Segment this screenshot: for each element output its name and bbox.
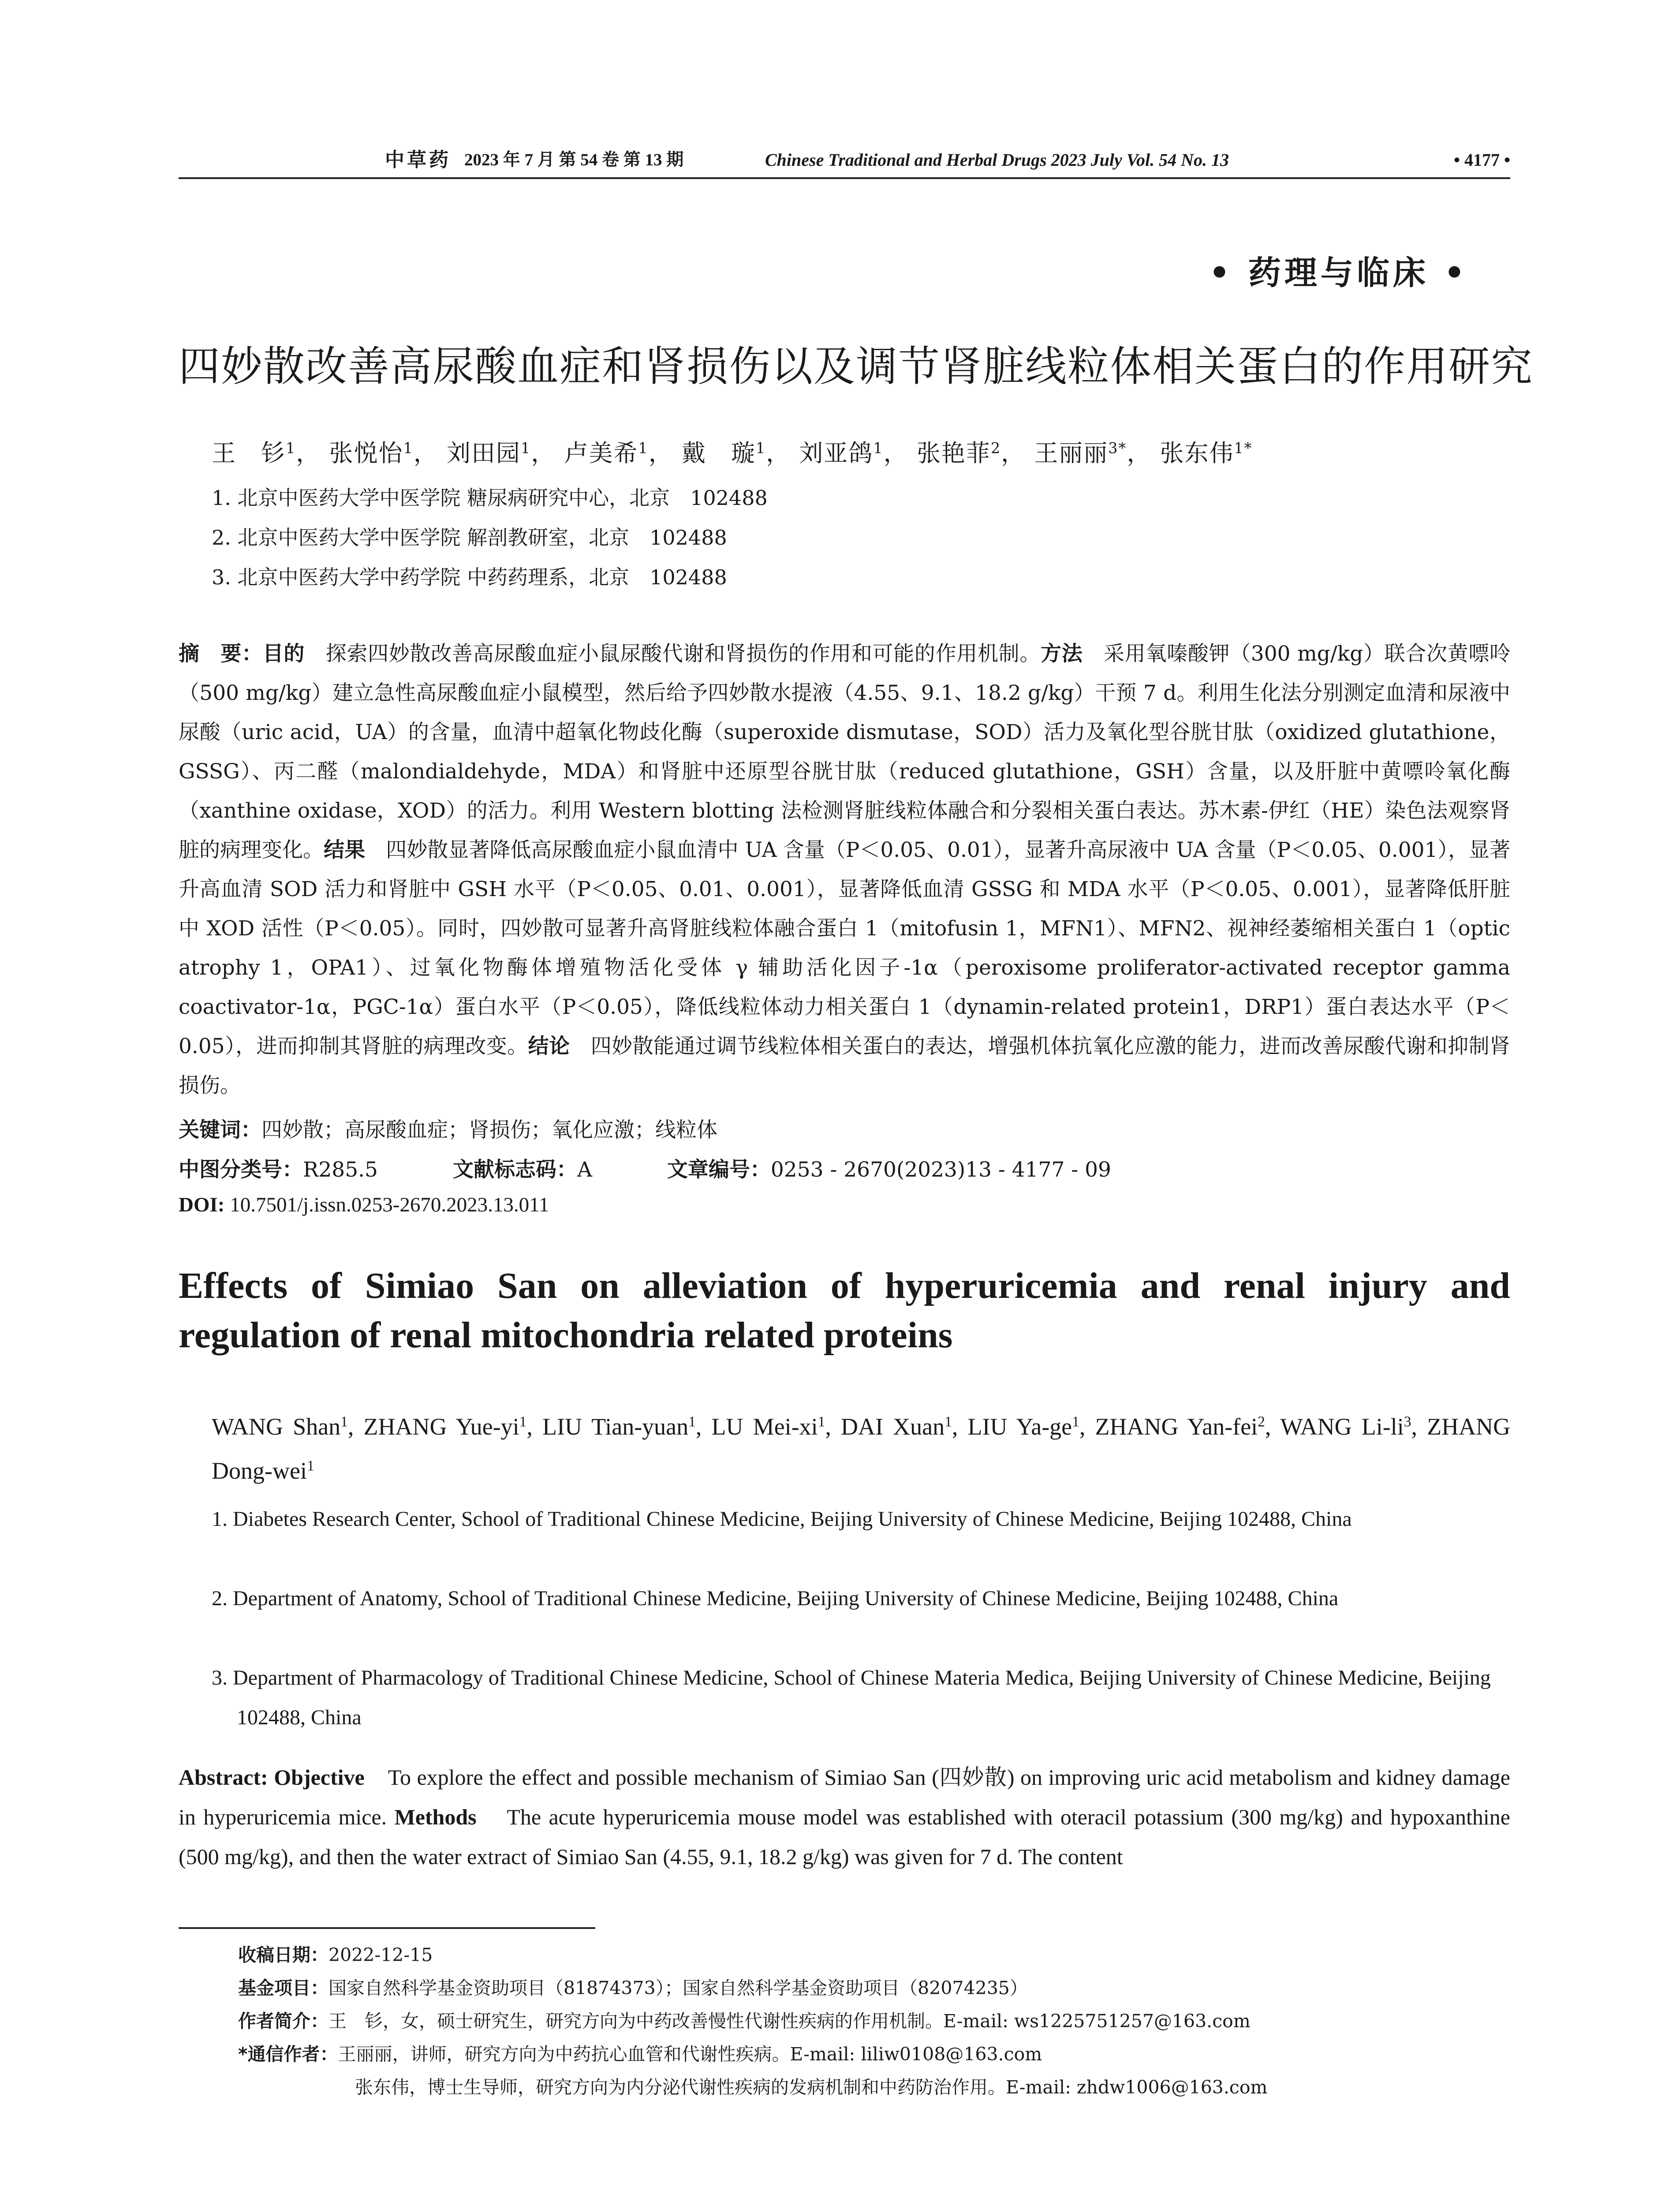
author: 王 钐 xyxy=(212,439,286,467)
corr-text-1: 王丽丽，讲师，研究方向为中药抗心血管和代谢性疾病。E-mail: liliw0108@163.com xyxy=(338,2044,1042,2065)
fund-text: 国家自然科学基金资助项目（81874373）；国家自然科学基金资助项目（82074235） xyxy=(329,1977,1028,1999)
author: 张艳菲 xyxy=(916,439,991,467)
author: 刘田园 xyxy=(446,439,521,467)
conclusion-label: 结论 xyxy=(528,1034,570,1058)
methods-en-label: Methods xyxy=(394,1805,477,1829)
footnote-corresponding xyxy=(238,2040,1042,2066)
keywords-label: 关键词： xyxy=(179,1118,261,1142)
objective-label: 目的 xyxy=(262,642,305,666)
abstract-en-label: Abstract: xyxy=(179,1765,268,1790)
author-sup: 3* xyxy=(1108,439,1127,457)
author: 刘亚鸽 xyxy=(799,439,874,467)
author-en-sup: 1 xyxy=(519,1413,527,1430)
author-en: LIU Ya-ge xyxy=(967,1413,1072,1440)
clc-value: R285.5 xyxy=(303,1158,378,1182)
author-en-sup: 1 xyxy=(818,1413,825,1430)
received-date: 2022-12-15 xyxy=(329,1944,433,1966)
footnote-bio xyxy=(238,2007,1251,2033)
author-en: LU Mei-xi xyxy=(711,1413,818,1440)
author-sup: 1 xyxy=(755,439,766,457)
page-number: • 4177 • xyxy=(1453,150,1510,170)
footnote-fund xyxy=(238,1973,1028,1999)
abstract-label: 摘 要： xyxy=(179,642,263,666)
objective-en-label: Objective xyxy=(274,1765,365,1790)
keywords xyxy=(179,1114,717,1143)
doi-label: DOI: xyxy=(179,1193,225,1216)
author-sup: 1* xyxy=(1234,439,1253,457)
affiliation-cn-2: 2. 北京中医药大学中医学院 解剖教研室，北京 102488 xyxy=(212,526,727,549)
title-en-line-2: regulation of renal mitochondria related proteins xyxy=(179,1315,953,1356)
affiliation-en-2: 2. Department of Anatomy, School of Traditional Chinese Medicine, Beijing University of Chinese Medicine, Beijing 102488, China xyxy=(212,1587,1339,1610)
footnote-received xyxy=(238,1940,433,1966)
author: 张悦怡 xyxy=(329,439,403,467)
corr-label: *通信作者： xyxy=(238,2044,338,2065)
author-sup: 1 xyxy=(403,439,414,457)
objective-en-text: To explore the effect and possible mechanism of Simiao San (四妙散) on improving uric acid metabolism and kidney damage in hyperuricemia mice. xyxy=(179,1765,1511,1829)
section-heading: • 药理与临床 • xyxy=(1209,254,1468,292)
author-en: ZHANG Yue-yi xyxy=(363,1413,519,1440)
title-en xyxy=(179,1261,1510,1360)
header-rule xyxy=(179,177,1510,179)
doi-value: 10.7501/j.issn.0253-2670.2023.13.011 xyxy=(230,1193,549,1216)
doc-code-value: A xyxy=(577,1158,592,1182)
title-en-line-1: Effects of Simiao San on alleviation of hyperuricemia and renal injury and xyxy=(179,1265,1510,1306)
author-en-sup: 3 xyxy=(1404,1413,1411,1430)
affiliation-en-1: 1. Diabetes Research Center, School of Traditional Chinese Medicine, Beijing University of Chinese Medicine, Beijing 102488, China xyxy=(212,1507,1352,1531)
author: 戴 璇 xyxy=(681,439,756,467)
bio-text: 王 钐，女，硕士研究生，研究方向为中药改善慢性代谢性疾病的作用机制。E-mail: ws1225751257@163.com xyxy=(329,2011,1251,2032)
doc-code-label: 文献标志码： xyxy=(452,1158,577,1182)
author-en: DAI Xuan xyxy=(841,1413,945,1440)
author-en: ZHANG Yan-fei xyxy=(1095,1413,1258,1440)
author-en-sup: 1 xyxy=(306,1458,314,1474)
author-en-sup: 2 xyxy=(1258,1413,1265,1430)
keywords-text: 四妙散；高尿酸血症；肾损伤；氧化应激；线粒体 xyxy=(261,1118,717,1142)
article-no-value: 0253 - 2670(2023)13 - 4177 - 09 xyxy=(770,1158,1111,1182)
fund-label: 基金项目： xyxy=(238,1977,329,1999)
classification xyxy=(179,1153,1111,1183)
author: 张东伟 xyxy=(1160,439,1234,467)
author-en-sup: 1 xyxy=(688,1413,696,1430)
authors-en: WANG Shan$^1$, ZHANG Yue-$yi^1$, LIU Tian-yuan$^1$, LU Mei-$xi^1$, DAI Xuan$^1$, LIU $Ya-ge^1$, ZHANG Yan-fei$^2$, WANG $Li-li^3$, ZHANG Dong-wei$^1$ xyxy=(212,1413,1511,1484)
bio-label: 作者简介： xyxy=(238,2011,329,2032)
author-en: WANG Li-li xyxy=(1280,1413,1404,1440)
title-cn: 四妙散改善高尿酸血症和肾损伤以及调节肾脏线粒体相关蛋白的作用研究 xyxy=(179,343,1534,391)
doi xyxy=(179,1193,549,1217)
author-en-sup: 1 xyxy=(340,1413,348,1430)
issue-en: Chinese Traditional and Herbal Drugs 2023 July Vol. 54 No. 13 xyxy=(765,150,1229,170)
results-text: 四妙散显著降低高尿酸血症小鼠血清中 UA 含量（P＜0.05、0.01），显著升高尿液中 UA 含量（P＜0.05、0.001），显著升高血清 SOD 活力和肾脏中 GSH 水平（P＜0.05、0.01、0.001），显著降低血清 GSSG 和 MDA 水平（P＜0.05、0.001），显著降低肝脏中 XOD 活性（P＜0.05）。同时，四妙散可显著升高肾脏线粒体融合蛋白 1（mitofusin 1，MFN1）、MFN2、视神经萎缩相关蛋白 1（optic atrophy 1，OPA1）、过氧化物酶体增殖物活化受体 γ 辅助活化因子-1α（peroxisome proliferator-activated receptor gamma coactivator-1α，PGC-1α）蛋白水平（P＜0.05），降低线粒体动力相关蛋白 1（dynamin-related protein1，DRP1）蛋白表达水平（P＜0.05），进而抑制其肾脏的病理改变。 xyxy=(179,838,1511,1058)
author-en-sup: 1 xyxy=(945,1413,952,1430)
methods-text: 采用氧嗪酸钾（300 mg/kg）联合次黄嘌呤（500 mg/kg）建立急性高尿酸血症小鼠模型，然后给予四妙散水提液（4.55、9.1、18.2 g/kg）干预 7 d。利用生化法分别测定血清和尿液中尿酸（uric acid，UA）的含量，血清中超氧化物歧化酶（superoxide dismutase，SOD）活力及氧化型谷胱甘肽（oxidized glutathione，GSSG）、丙二醛（malondialdehyde，MDA）和肾脏中还原型谷胱甘肽（reduced glutathione，GSH）含量，以及肝脏中黄嘌呤氧化酶（xanthine oxidase，XOD）的活力。利用 Western blotting 法检测肾脏线粒体融合和分裂相关蛋白表达。苏木素-伊红（HE）染色法观察肾脏的病理变化。 xyxy=(179,642,1511,862)
results-label: 结果 xyxy=(324,838,366,862)
author: 王丽丽 xyxy=(1034,439,1109,467)
issue-cn: 2023 年 7 月 第 54 卷 第 13 期 xyxy=(464,150,684,169)
author-en: ZHANG Dong-wei xyxy=(212,1413,1511,1484)
author-sup: 2 xyxy=(990,439,1001,457)
footnote-rule xyxy=(179,1927,595,1929)
affiliation-en-3: 3. Department of Pharmacology of Traditional Chinese Medicine, School of Chinese Materia Medica, Beijing University of Chinese Medicine, Beijing 102488, China xyxy=(212,1666,1491,1729)
journal-name: 中草药 xyxy=(385,149,451,171)
methods-en-text: The acute hyperuricemia mouse model was established with oteracil potassium (300 mg/kg) and hypoxanthine (500 mg/kg), and then the water extract of Simiao San (4.55, 9.1, 18.2 g/kg) was given for 7 d. The content xyxy=(179,1805,1510,1869)
author-en-sup: 1 xyxy=(1072,1413,1079,1430)
affiliation-cn-1: 1. 北京中医药大学中医学院 糖尿病研究中心，北京 102488 xyxy=(212,486,768,510)
affiliation-cn-3: 3. 北京中医药大学中药学院 中药药理系，北京 102488 xyxy=(212,565,727,589)
author-sup: 1 xyxy=(286,439,296,457)
objective-text: 探索四妙散改善高尿酸血症小鼠尿酸代谢和肾损伤的作用和可能的作用机制。 xyxy=(325,642,1041,666)
methods-label: 方法 xyxy=(1041,642,1083,666)
author-en: LIU Tian-yuan xyxy=(542,1413,689,1440)
author-sup: 1 xyxy=(638,439,649,457)
received-label: 收稿日期： xyxy=(238,1944,329,1966)
author: 卢美希 xyxy=(564,439,638,467)
running-header xyxy=(179,145,1510,176)
author-sup: 1 xyxy=(873,439,884,457)
author-en: WANG Shan xyxy=(212,1413,341,1440)
abstract-cn xyxy=(179,634,1510,1105)
footnote-corresponding-2: 张东伟，博士生导师，研究方向为内分泌代谢性疾病的发病机制和中药防治作用。E-mail: zhdw1006@163.com xyxy=(355,2077,1268,2098)
author-sup: 1 xyxy=(520,439,531,457)
authors-cn: 王 钐$^1$， 张悦怡$^1$， 刘田园$^1$， 卢美希$^1$， 戴 璇$^1$， 刘亚鸽$^1$， 张艳菲$^2$， 王丽丽$^{3*}$， 张东伟$^{1*}$ xyxy=(212,439,1253,467)
abstract-en xyxy=(179,1757,1510,1876)
conclusion-text: 四妙散能通过调节线粒体相关蛋白的表达，增强机体抗氧化应激的能力，进而改善尿酸代谢和抑制肾损伤。 xyxy=(179,1034,1511,1098)
clc-label: 中图分类号： xyxy=(179,1158,303,1182)
article-no-label: 文章编号： xyxy=(667,1158,771,1182)
